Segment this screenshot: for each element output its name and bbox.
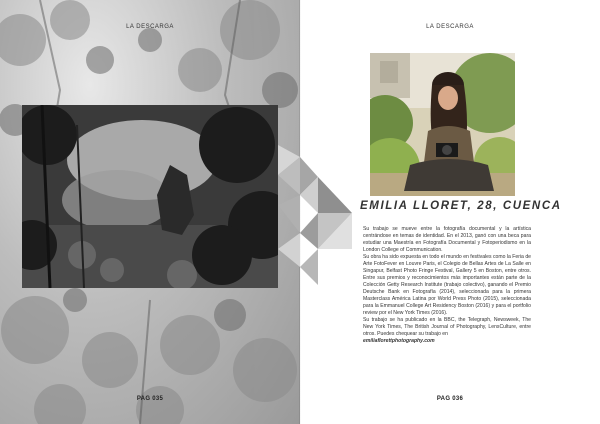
main-photo <box>22 105 278 288</box>
section-header: LA DESCARGA <box>426 24 474 30</box>
page-number: PAG 035 <box>136 396 164 402</box>
article-body <box>363 226 531 345</box>
geometric-triangles-ornament <box>278 145 352 285</box>
page-number: PAG 036 <box>436 396 464 402</box>
article-headline: EMILIA LLORET, 28, CUENCA <box>360 200 562 212</box>
portrait-photo <box>370 53 515 196</box>
paragraph: Su obra ha sido expuesta en todo el mundo en festivales como la Feria de Arte FotoFever en Louvre Paris, el Colegio de Bellas Artes de La Salle en Singapur, Belfast Photo Fringe Festival, Gallery 5 en Boston, entre otros. Entre sus premios y reconocimientos más importantes están parte de la Colección Getty Research Institute (trabajo colectivo), ganando el Premio Deutsche Bank en Fotografía (2014), seleccionada para la primera Masterclass América Latina por World Press Photo (2015), seleccionada para la Emmanuel College Art Residency Boston (2016) y para el portfolio review por el New York Times (2016). <box>363 254 531 316</box>
section-header: LA DESCARGA <box>126 24 174 30</box>
paragraph: Su trabajo se mueve entre la fotografía documental y la artística centrándose en temas de identidad. En el 2013, ganó con una beca para estudiar una Maestría en Fotografía Documental y Fotoperiodismo en la London College of Communication. <box>363 226 531 253</box>
website-link[interactable]: emiliaflorettphotography.com <box>363 338 435 344</box>
paragraph: Su trabajo se ha publicado en la BBC, the Telegraph, Newsweek, The New York Times, The British Journal of Photography, LensCulture, entre otros. Puedes chequear su trabajo en <box>363 317 531 337</box>
